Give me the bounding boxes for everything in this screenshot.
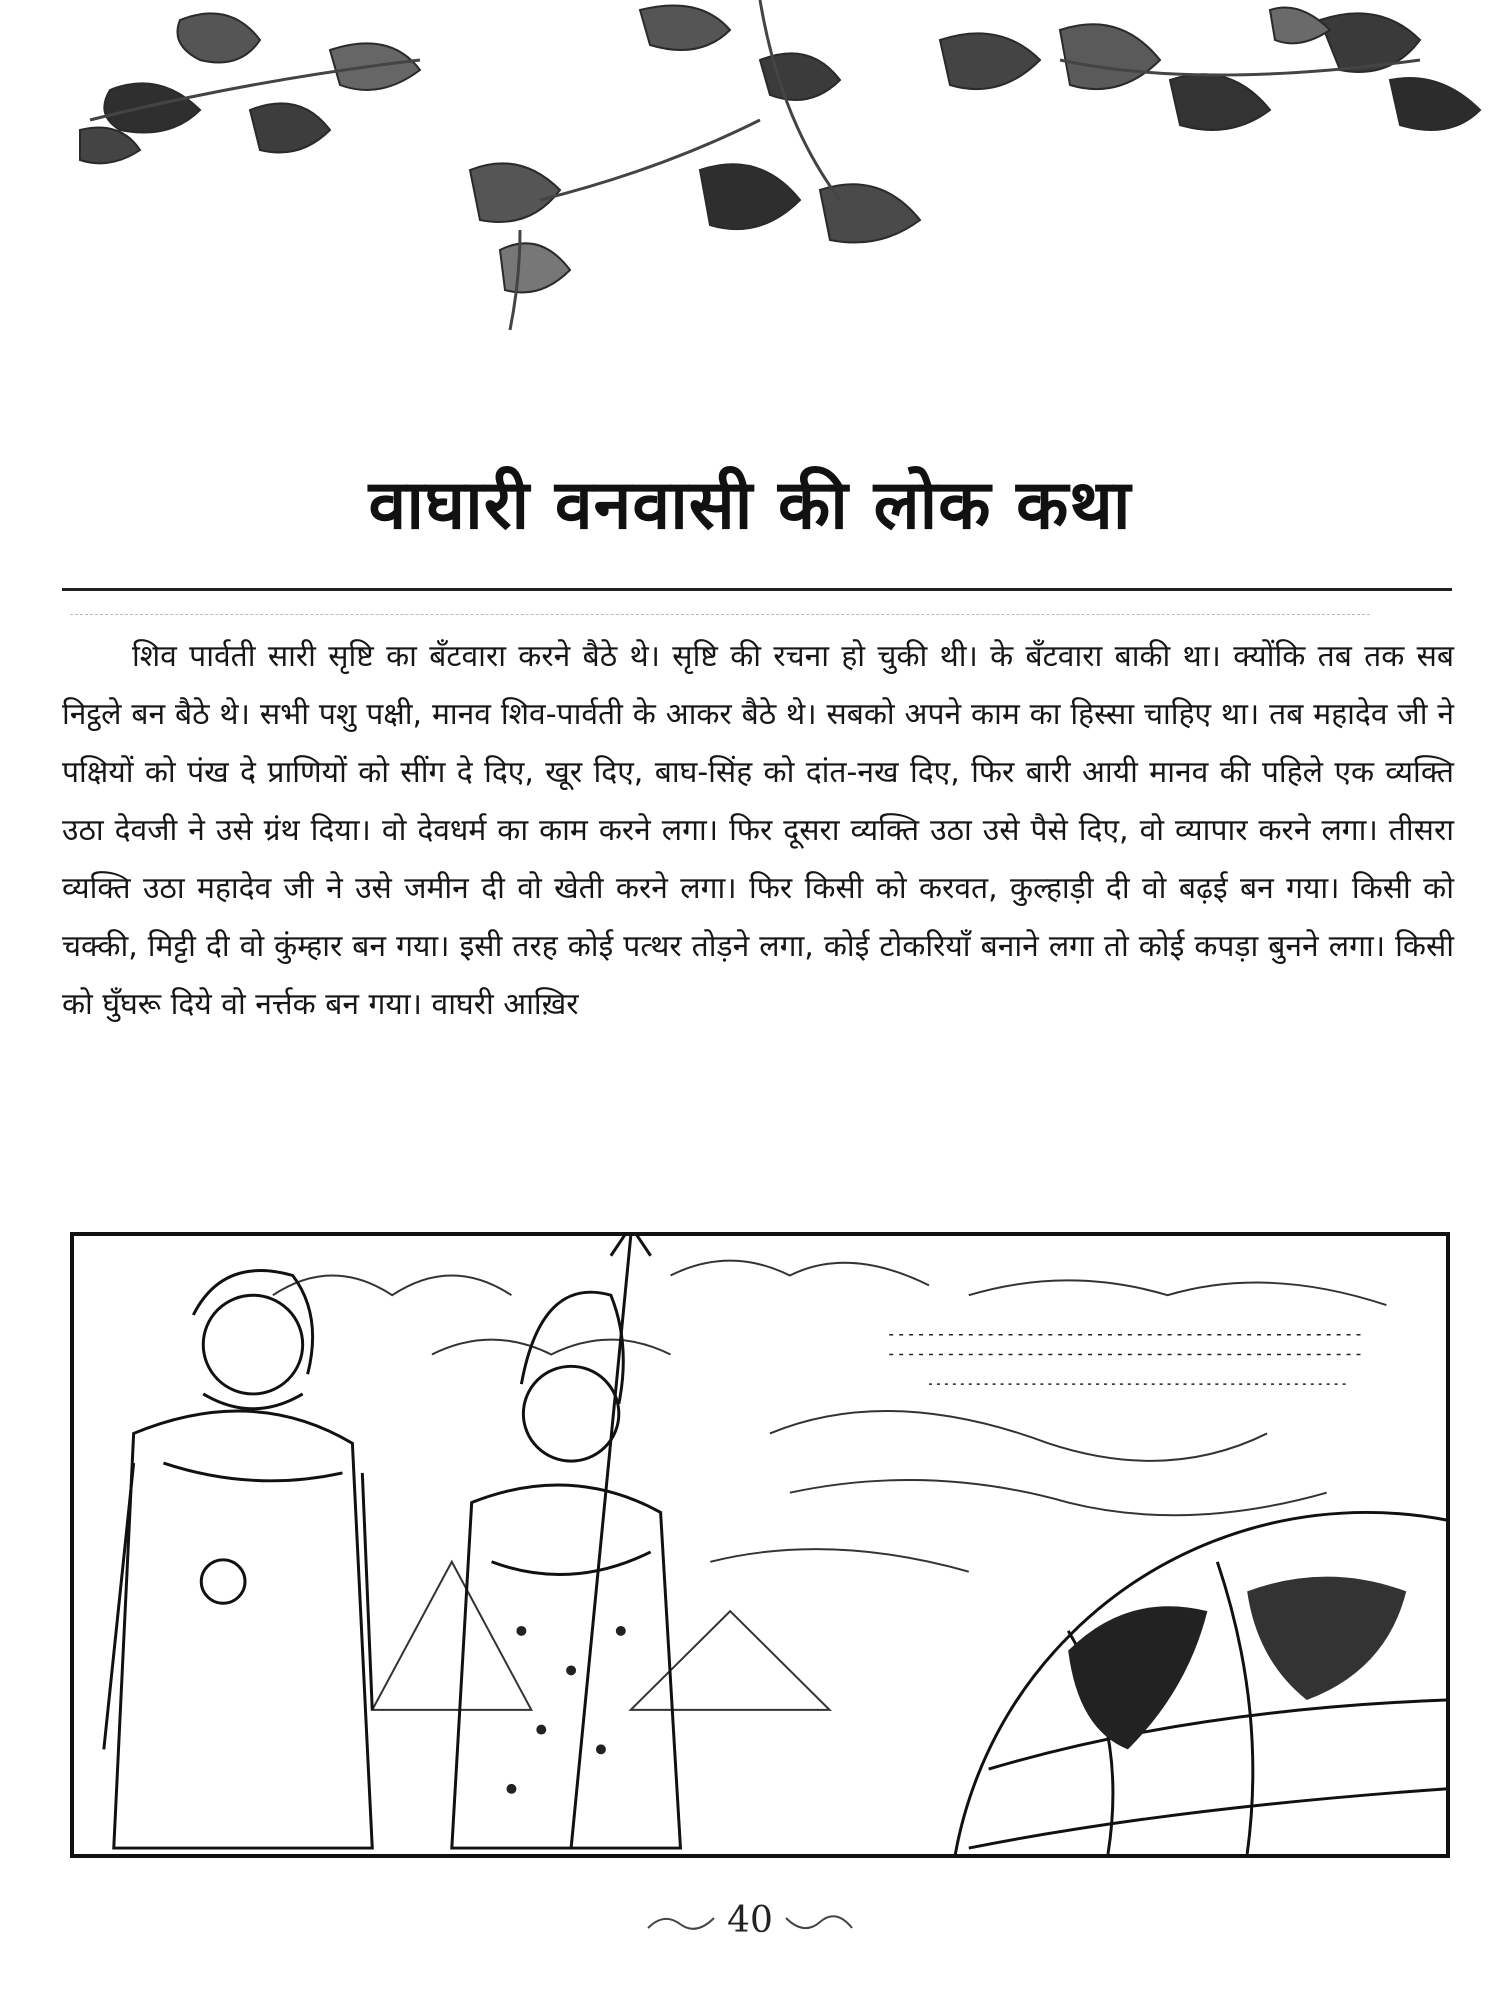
story-body: [62, 628, 1454, 1034]
title-divider: [62, 588, 1452, 591]
page-number-footer: [0, 1900, 1500, 1941]
right-swirl-icon: [784, 1910, 854, 1936]
leaves-branch-icon: [0, 0, 1500, 360]
shiva-parvati-globe-illustration: [70, 1232, 1450, 1858]
left-swirl-icon: [646, 1910, 716, 1936]
story-paragraph: शिव पार्वती सारी सृष्टि का बँटवारा करने बैठे थे। सृष्टि की रचना हो चुकी थी। के बँटवारा बाकी था। क्योंकि तब तक सब निट्ठले बन बैठे थे। सभी पशु पक्षी, मानव शिव-पार्वती के आकर बैठे थे। सबको अपने काम का हिस्सा चाहिए था। तब महादेव जी ने पक्षियों को पंख दे प्राणियों को सींग दे दिए, खूर दिए, बाघ-सिंह को दांत-नख दिए, फिर बारी आयी मानव की पहिले एक व्यक्ति उठा देवजी ने उसे ग्रंथ दिया। वो देवधर्म का काम करने लगा। फिर दूसरा व्यक्ति उठा उसे पैसे दिए, वो व्यापार करने लगा। तीसरा व्यक्ति उठा महादेव जी ने उसे जमीन दी वो खेती करने लगा। फिर किसी को करवत, कुल्हाड़ी दी वो बढ़ई बन गया। किसी को चक्की, मिट्टी दी वो कुंम्हार बन गया। इसी तरह कोई पत्थर तोड़ने लगा, कोई टोकरियाँ बनाने लगा तो कोई कपड़ा बुनने लगा। किसी को घुँघरू दिये वो नर्त्तक बन गया। वाघरी आख़िर: [62, 639, 1454, 1022]
page-title: वाघारी वनवासी की लोक कथा: [368, 466, 1132, 545]
page-number: 40: [727, 1900, 773, 1941]
title-divider-faint: [70, 614, 1370, 615]
